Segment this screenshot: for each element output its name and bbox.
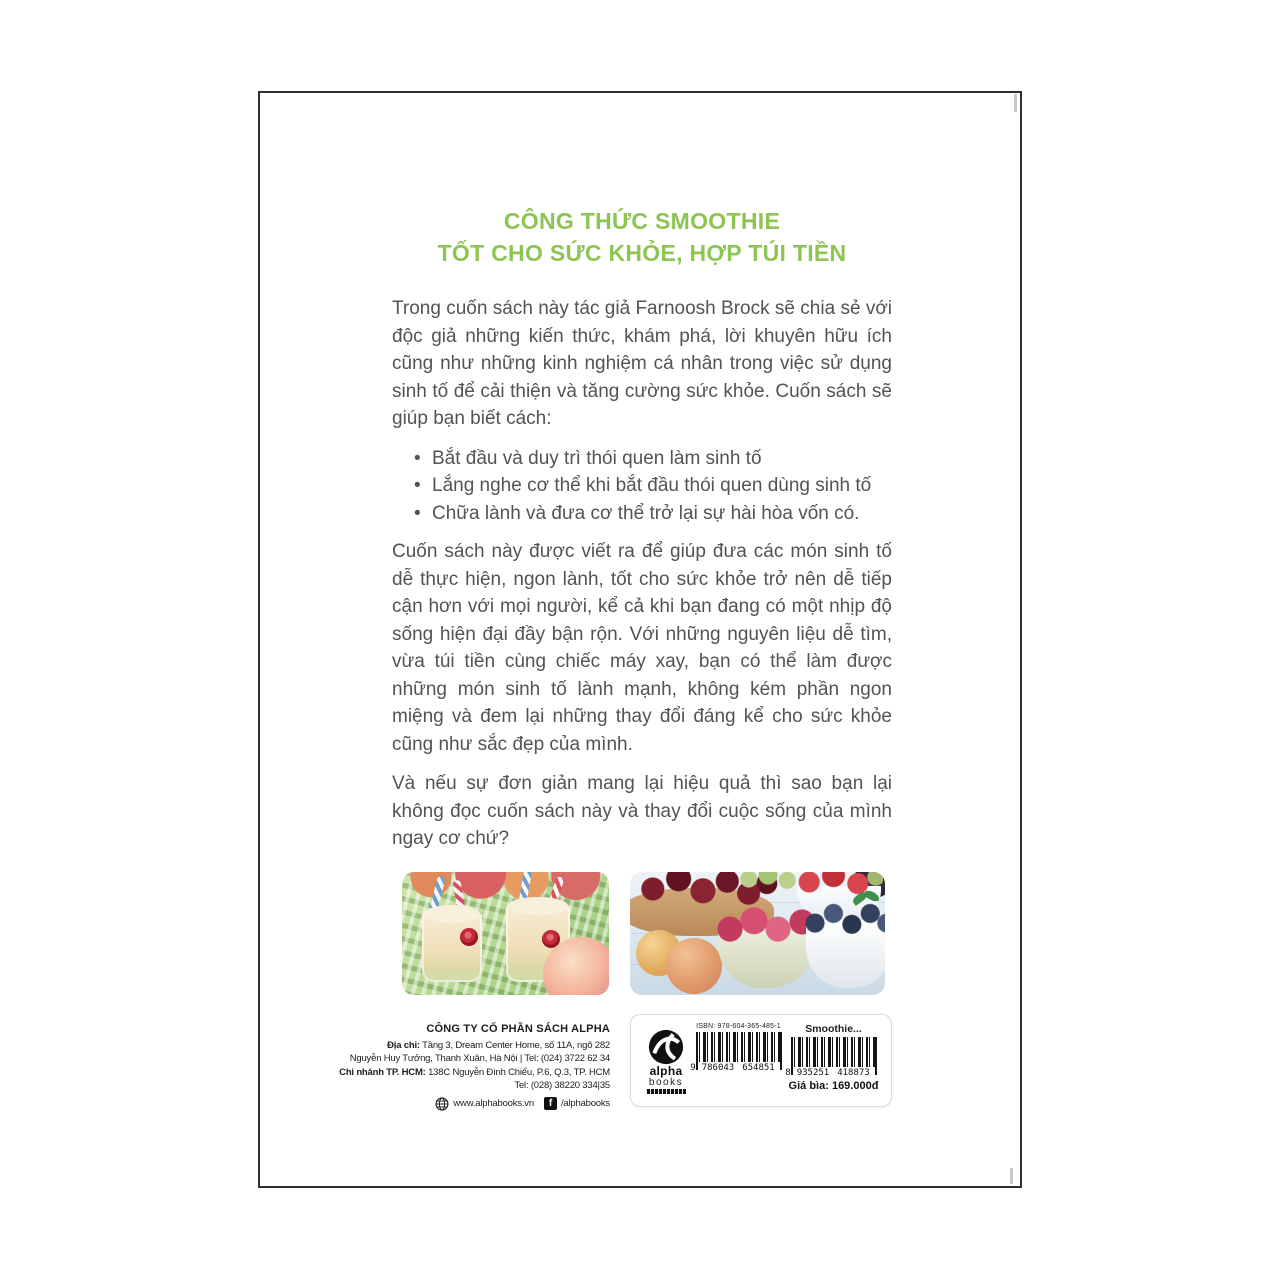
branch-label: Chi nhánh TP. HCM:	[339, 1066, 426, 1078]
logo-word-alpha: alpha	[649, 1064, 683, 1078]
isbn-barcode	[696, 1032, 782, 1062]
publisher-info	[339, 1023, 610, 1111]
ean-prefix: 8	[785, 1068, 791, 1078]
publisher-address-line2: Nguyễn Huy Tưởng, Thanh Xuân, Hà Nội | Tel: (024) 3722 62 34	[349, 1053, 610, 1064]
ean-group1: 935251	[796, 1068, 830, 1078]
apricot-fruit	[666, 938, 722, 994]
ean-barcode-group	[786, 1023, 881, 1100]
publisher-branch-line	[339, 1066, 610, 1080]
intro-paragraph: Trong cuốn sách này tác giả Farnoosh Brock sẽ chia sẻ với độc giả những kiến thức, khám phá, lời khuyên hữu ích cũng như những kinh nghiệm cá nhân trong việc sử dụng sinh tố để cải thiện và tăng cường sức khỏe. Cuốn sách sẽ giúp bạn biết cách:	[392, 298, 892, 429]
barcode-panel	[630, 1014, 892, 1107]
facebook-handle: /alphabooks	[560, 1097, 610, 1109]
isbn-digits	[690, 1063, 775, 1073]
publisher-address-line1	[339, 1039, 610, 1053]
isbn-group2: 654851	[742, 1063, 775, 1073]
book-title	[392, 205, 892, 269]
list-item: • Chữa lành và đưa cơ thể trở lại sự hài hòa vốn có.	[414, 500, 892, 528]
alphabooks-logo-icon	[648, 1029, 684, 1065]
page-edge-mark	[1014, 94, 1017, 112]
product-label: Smoothie...	[805, 1023, 862, 1035]
publisher-tel-line: Tel: (028) 38220 334|35	[514, 1080, 610, 1091]
logo-word-books: books	[648, 1077, 684, 1088]
benefits-list	[392, 445, 892, 528]
title-line-1: CÔNG THỨC SMOOTHIE	[503, 208, 781, 234]
page-edge-mark	[1010, 1168, 1013, 1184]
globe-icon	[435, 1097, 449, 1111]
raspberries	[716, 906, 816, 948]
rose-garnish	[460, 928, 478, 946]
closing-paragraph: Và nếu sự đơn giản mang lại hiệu quả thì sao bạn lại không đọc cuốn sách này và thay đổi cuộc sống của mình ngay cơ chứ?	[392, 773, 892, 849]
publisher-links	[339, 1097, 610, 1111]
ean-barcode	[791, 1037, 877, 1067]
publisher-name: CÔNG TY CỔ PHẦN SÁCH ALPHA	[426, 1023, 610, 1035]
grapes	[736, 872, 800, 892]
alphabooks-logo	[641, 1023, 691, 1100]
list-item: • Bắt đầu và duy trì thói quen làm sinh tố	[414, 445, 892, 473]
peach-smoothies-photo	[402, 872, 609, 995]
book-back-cover	[258, 91, 1022, 1188]
berry-fruit-bowls-photo	[630, 872, 885, 995]
isbn-barcode-group	[691, 1023, 786, 1100]
ean-group2: 418873	[837, 1068, 870, 1078]
price-label: Giá bìa: 169.000đ	[788, 1080, 879, 1092]
isbn-prefix: 9	[690, 1063, 696, 1073]
body-paragraph: Cuốn sách này được viết ra để giúp đưa các món sinh tố dễ thực hiện, ngon lành, tốt cho sức khỏe trở nên dễ tiếp cận hơn với mọi người, kể cả khi bạn đang có một nhịp độ sống hiện đại đầy bận rộn. Với những nguyên liệu dễ tìm, vừa túi tiền cùng chiếc máy xay, bạn có thể làm được những món sinh tố lành mạnh, không kém phần ngon miệng và đem lại những thay đổi đáng kể cho sức khỏe cũng như sắc đẹp của mình.	[392, 541, 892, 755]
facebook-icon: f	[544, 1097, 557, 1110]
logo-tagline-strip	[646, 1089, 686, 1094]
isbn-label: ISBN: 978-604-365-485-1	[696, 1023, 781, 1030]
isbn-group1: 786043	[701, 1063, 735, 1073]
website-url: www.alphabooks.vn	[453, 1097, 534, 1109]
smoothie-glass	[422, 912, 482, 982]
ean-digits	[785, 1068, 870, 1078]
title-line-2: TỐT CHO SỨC KHỎE, HỢP TÚI TIỀN	[437, 240, 847, 266]
back-cover-text	[392, 205, 892, 853]
blueberries	[804, 900, 885, 942]
address-text: Tầng 3, Dream Center Home, số 11A, ngõ 282	[419, 1039, 610, 1051]
branch-text: 138C Nguyễn Đình Chiểu, P.6, Q.3, TP. HCM	[425, 1066, 610, 1078]
list-item: • Lắng nghe cơ thể khi bắt đầu thói quen dùng sinh tố	[414, 472, 892, 500]
address-label: Địa chỉ:	[387, 1039, 420, 1051]
